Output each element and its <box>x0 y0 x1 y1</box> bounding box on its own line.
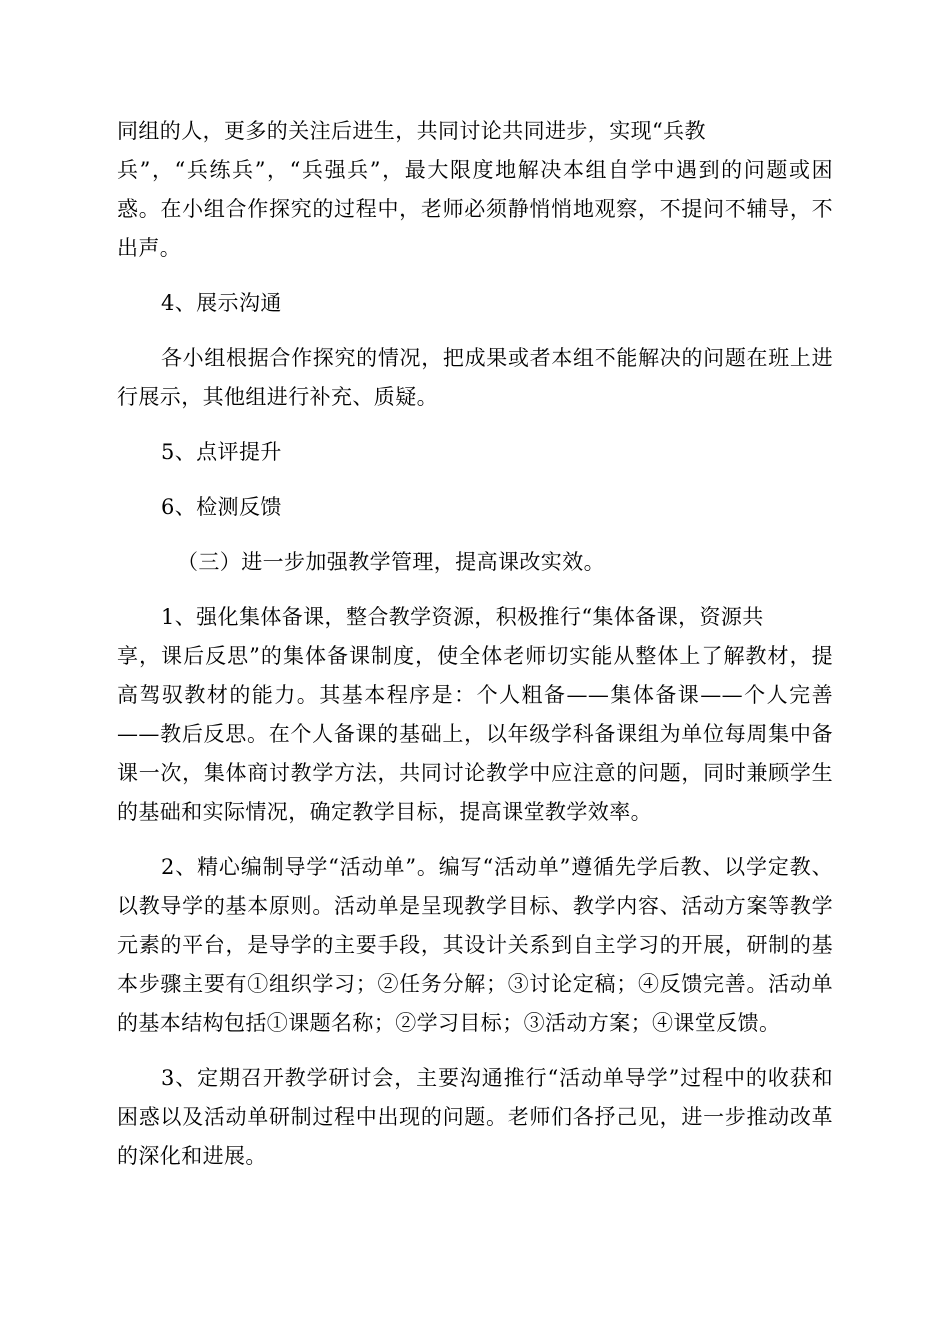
paragraph-collective-preparation: 1、强化集体备课，整合教学资源，积极推行“集体备课，资源共 享，课后反思”的集体备课制度，使全体老师切实能从整体上了解教材，提高驾驭教材的能力。其基本程序是：个人粗备——集体备课——个人完善——教后反思。在个人备课的基础上，以年级学科备课组为单位每周集中备课一次，集体商讨教学方法，共同讨论教学中应注意的问题，同时兼顾学生的基础和实际情况，确定教学目标，提高课堂教学效率。 <box>117 605 833 824</box>
paragraph-teaching-seminar: 3、定期召开教学研讨会，主要沟通推行“活动单导学”过程中的收获和困惑以及活动单研制过程中出现的问题。老师们各抒己见，进一步推动改革的深化和进展。 <box>117 1066 833 1168</box>
section-heading-5: 5、点评提升 <box>161 440 282 464</box>
paragraph-show-communication: 各小组根据合作探究的情况，把成果或者本组不能解决的问题在班上进行展示，其他组进行补充、质疑。 <box>117 346 833 409</box>
document-body <box>117 112 833 1192</box>
section-heading-6: 6、检测反馈 <box>161 495 282 519</box>
paragraph-activity-sheet: 2、精心编制导学“活动单”。编写“活动单”遵循先学后教、以学定教、以教导学的基本原则。活动单是呈现教学目标、教学内容、活动方案等教学元素的平台，是导学的主要手段，其设计关系到自主学习的开展，研制的基本步骤主要有①组织学习；②任务分解；③讨论定稿；④反馈完善。活动单的基本结构包括①课题名称；②学习目标；③活动方案；④课堂反馈。 <box>117 855 833 1035</box>
paragraph-continuation: 同组的人，更多的关注后进生，共同讨论共同进步，实现“兵教 兵”，“兵练兵”，“兵强兵”，最大限度地解决本组自学中遇到的问题或困惑。在小组合作探究的过程中，老师必须静悄悄地观察，不提问不辅导，不出声。 <box>117 119 833 260</box>
subsection-heading-3: （三）进一步加强教学管理，提高课改实效。 <box>177 550 605 574</box>
section-heading-4: 4、展示沟通 <box>161 291 282 315</box>
